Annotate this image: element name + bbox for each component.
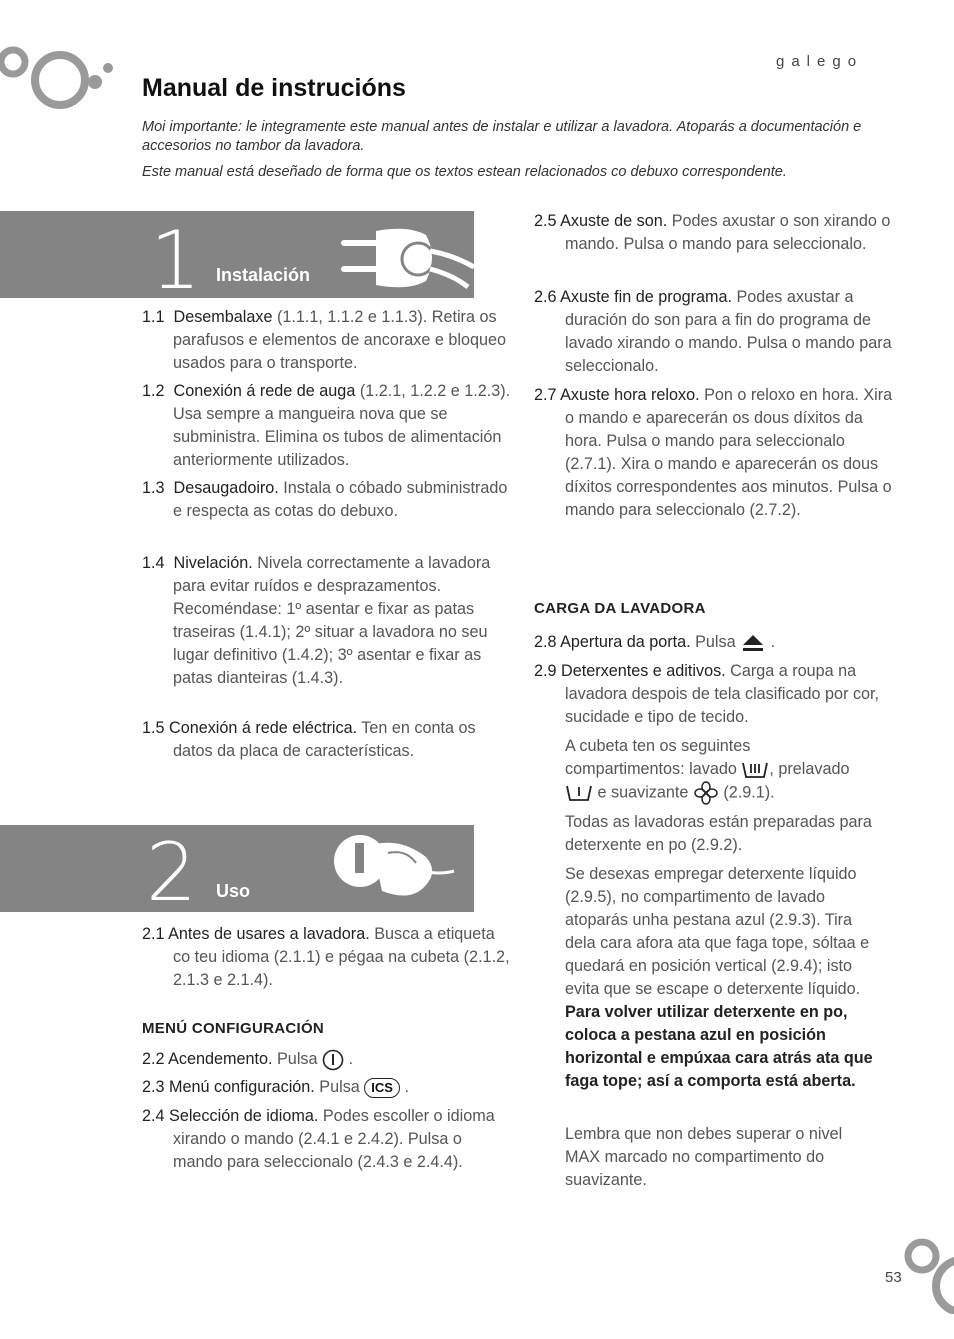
intro-paragraph: Moi importante: le integramente este manual antes de instalar e utilizar a lavadora. Atoparás a documentación e accesorios no tambor da lavadora. <box>142 119 862 154</box>
brand-circles-logo <box>0 40 120 120</box>
finger-press-icon <box>330 831 460 911</box>
eject-door-icon <box>740 633 766 653</box>
section-number: 1 <box>150 214 201 307</box>
list-item: 1.1 Desembalaxe (1.1.1, 1.1.2 e 1.1.3). Retira os parafusos e elementos de ancoraxe e bloqueo usados para o transporte. <box>142 308 506 372</box>
section-banner-use <box>0 825 474 919</box>
liquid-detergent-paragraph: Se desexas empregar deterxente líquido (2.9.5), no compartimento de lavado atoparás unha pestana azul (2.9.3). Tira dela cara afora ata que faga tope, sóltaa e quedará en posición vertical (2.9.4); isto evita que se escape o deterxente líquido. Para volver utilizar deterxente en po, coloca a pestana azul en posición horizontal e empúxaa cara atrás ata que faga tope; así a comporta está aberta. <box>565 865 873 1090</box>
compartments-paragraph: A cubeta ten os seguintes compartimentos: lavado , prelavado e suavizante (2.9.1). <box>565 735 873 805</box>
list-item: 1.2 Conexión á rede de auga (1.2.1, 1.2.2 e 1.2.3). Usa sempre a mangueira nova que se subministra. Elimina os tubos de alimentación anteriormente utilizados. <box>142 382 511 469</box>
list-item: 1.4 Nivelación. Nivela correctamente a lavadora para evitar ruídos e desprazamentos. Recoméndase: 1º asentar e fixar as patas traseiras (1.4.1); 2º situar a lavadora no seu lugar definitivo (1.4.2); 3º asentar e fixar as patas dianteiras (1.4.3). <box>142 554 491 687</box>
section-label: Uso <box>216 881 251 901</box>
list-item: 2.1 Antes de usares a lavadora. Busca a etiqueta co teu idioma (2.1.1) e pégaa na cubeta (2.1.2, 2.1.3 e 2.1.4). <box>142 925 510 989</box>
list-item: 2.4 Selección de idioma. Podes escoller o idioma xirando o mando (2.4.1 e 2.4.2). Pulsa o mando para seleccionalo (2.4.3 e 2.4.4). <box>142 1107 495 1171</box>
list-item: 2.6 Axuste fin de programa. Podes axustar a duración do son para a fin do programa de lavado xirando o mando. Pulsa o mando para seleccionalo. <box>534 288 892 375</box>
ics-button-icon: ICS <box>364 1078 400 1098</box>
list-item: 1.3 Desaugadoiro. Instala o cóbado subministrado e respecta as cotas do debuxo. <box>142 479 508 520</box>
power-plug-icon <box>338 225 474 293</box>
section-number: 2 <box>146 826 197 919</box>
section-label: Instalación <box>216 265 311 285</box>
list-item: 2.5 Axuste de son. Podes axustar o son xirando o mando. Pulsa o mando para seleccionalo. <box>534 212 891 253</box>
list-item: 2.8 Apertura da porta. Pulsa . <box>534 633 776 651</box>
section-heading-loading: CARGA DA LAVADORA <box>534 600 706 617</box>
powder-paragraph: Todas as lavadoras están preparadas para deterxente en po (2.9.2). <box>565 813 872 854</box>
wash-compartment-icon <box>741 760 769 780</box>
softener-note-paragraph: Lembra que non debes superar o nivel MAX marcado no compartimento do suavizante. <box>565 1125 843 1189</box>
section-banner-installation <box>0 211 474 307</box>
softener-flower-icon <box>693 781 719 805</box>
section-heading-menu: MENÚ CONFIGURACIÓN <box>142 1020 325 1037</box>
power-button-icon <box>322 1049 344 1071</box>
list-item: 1.5 Conexión á rede eléctrica. Ten en conta os datos da placa de características. <box>142 719 476 760</box>
list-item: 2.7 Axuste hora reloxo. Pon o reloxo en hora. Xira o mando e aparecerán os dous díxitos da hora. Pulsa o mando para seleccionalo (2.7.1). Xira o mando e aparecerán os dous díxitos correspondentes aos minutos. Pulsa o mando para seleccionalo (2.7.2). <box>534 386 893 519</box>
list-item: 2.2 Acendemento. Pulsa . <box>142 1048 513 1071</box>
list-item: 2.9 Deterxentes e aditivos. Carga a roupa na lavadora despois de tela clasificado por cor, sucidade e tipo de tecido. <box>534 662 880 726</box>
page-title: Manual de instrucións <box>142 74 406 102</box>
brand-circles-footer <box>900 1236 954 1314</box>
intro-note: Este manual está deseñado de forma que os textos estean relacionados co debuxo correspondente. <box>142 164 787 180</box>
page-number: 53 <box>885 1269 902 1286</box>
language-label: galego <box>776 53 864 70</box>
list-item: 2.3 Menú configuración. Pulsa ICS . <box>142 1078 409 1096</box>
prewash-compartment-icon <box>565 783 593 803</box>
